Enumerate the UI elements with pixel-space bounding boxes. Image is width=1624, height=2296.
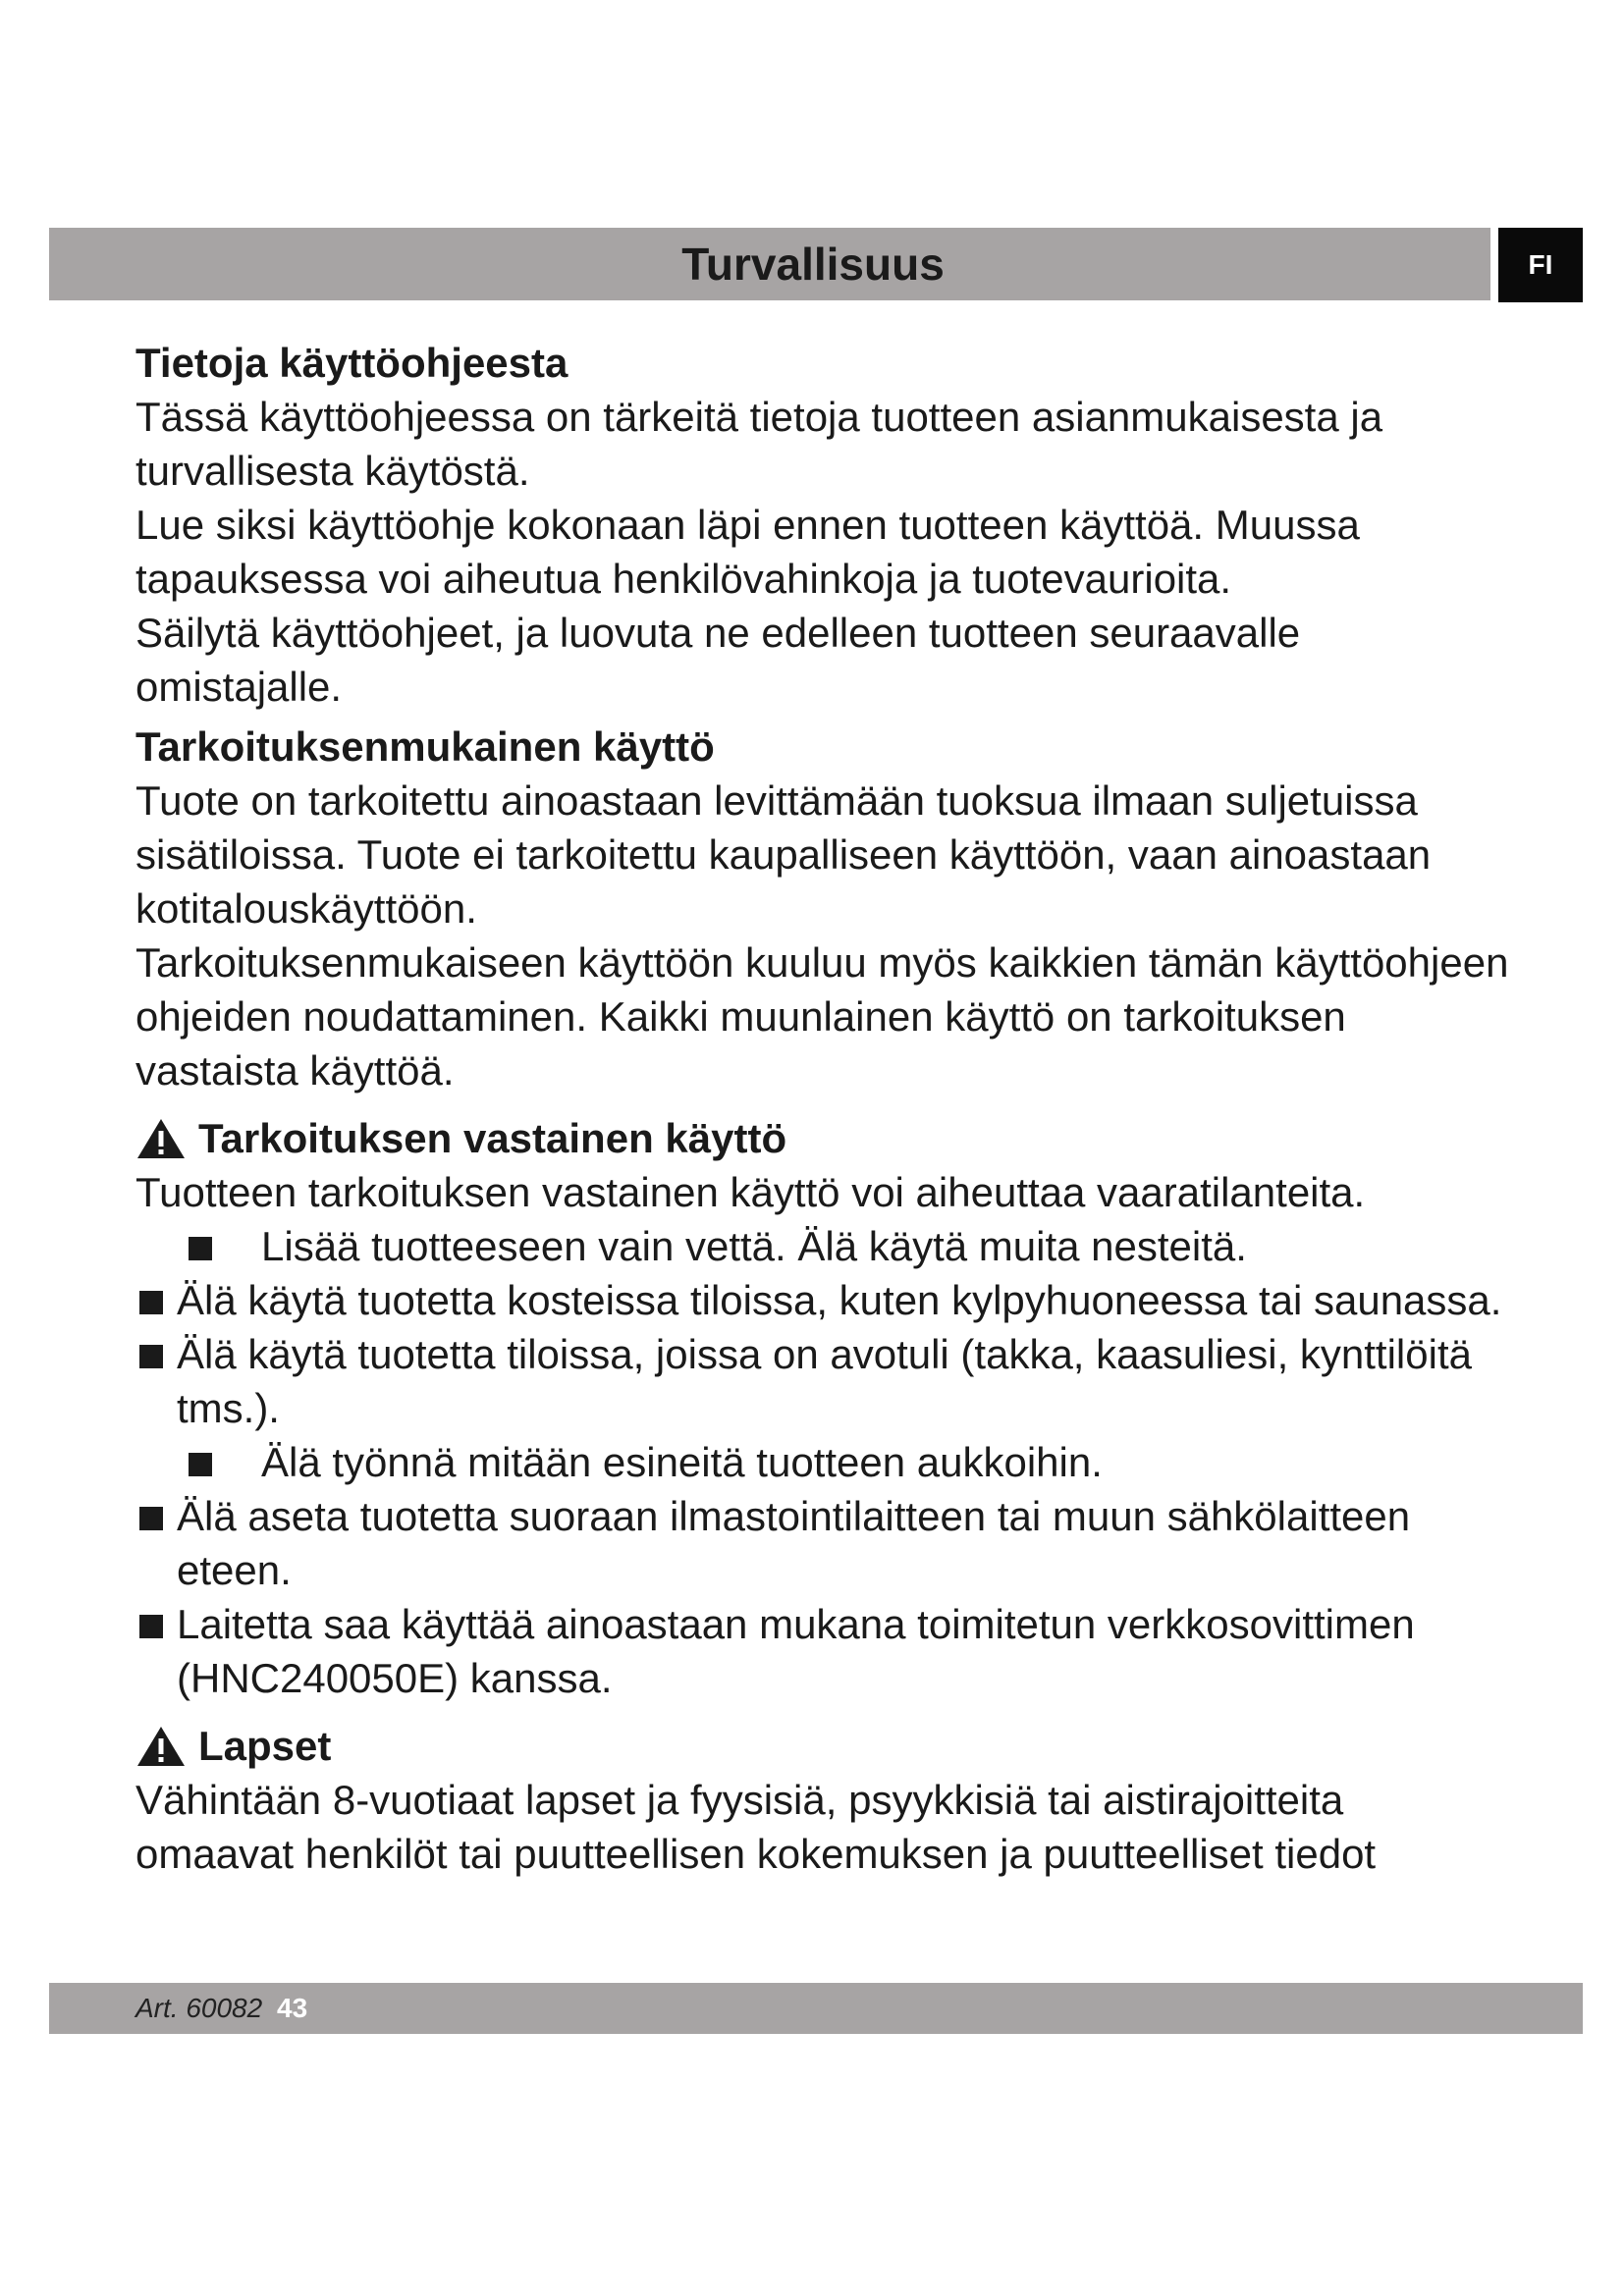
bullet-square-icon	[189, 1237, 212, 1260]
document-body	[135, 334, 1510, 1881]
warning-list	[135, 1219, 1510, 1705]
heading-text: Lapset	[198, 1723, 332, 1769]
list-item: Älä aseta tuotetta suoraan ilmastointilaitteen tai muun sähkölaitteen eteen.	[135, 1489, 1510, 1597]
section-heading-children	[135, 1719, 1510, 1773]
article-number: Art. 60082	[135, 1993, 263, 2023]
bullet-square-icon	[139, 1507, 163, 1530]
bullet-square-icon	[139, 1615, 163, 1638]
list-item: Älä työnnä mitään esineitä tuotteen aukkoihin.	[135, 1435, 1510, 1489]
heading-text: Tarkoituksen vastainen käyttö	[198, 1115, 787, 1161]
list-item: Lisää tuotteeseen vain vettä. Älä käytä muita nesteitä.	[135, 1219, 1510, 1273]
bullet-square-icon	[189, 1453, 212, 1476]
paragraph: Lue siksi käyttöohje kokonaan läpi ennen tuotteen käyttöä. Muussa tapauksessa voi aiheutua henkilövahinkoja ja tuotevaurioita.	[135, 502, 1360, 602]
paragraph: Tuotteen tarkoituksen vastainen käyttö voi aiheuttaa vaaratilanteita.	[135, 1169, 1366, 1215]
list-item: Laitetta saa käyttää ainoastaan mukana toimitetun verkkosovittimen (HNC240050E) kanssa.	[135, 1597, 1510, 1705]
language-tab: FI	[1498, 228, 1583, 302]
paragraph: Tuote on tarkoitettu ainoastaan levittämään tuoksua ilmaan suljetuissa sisätiloissa. Tuote ei tarkoitettu kaupalliseen käyttöön, vaan ainoastaan kotitalouskäyttöön.	[135, 777, 1432, 932]
paragraph: Tarkoituksenmukaiseen käyttöön kuuluu myös kaikkien tämän käyttöohjeen ohjeiden noudattaminen. Kaikki muunlainen käyttö on tarkoituksen vastaista käyttöä.	[135, 939, 1509, 1094]
paragraph: Tässä käyttöohjeessa on tärkeitä tietoja tuotteen asianmukaisesta ja turvallisesta käytöstä.	[135, 394, 1383, 494]
paragraph: Säilytä käyttöohjeet, ja luovuta ne edelleen tuotteen seuraavalle omistajalle.	[135, 610, 1301, 710]
bullet-square-icon	[139, 1345, 163, 1368]
warning-icon	[135, 1725, 187, 1768]
section-heading-intended-use: Tarkoituksenmukainen käyttö	[135, 723, 715, 770]
section-heading-about: Tietoja käyttöohjeesta	[135, 340, 568, 386]
section-heading-misuse	[135, 1111, 1510, 1165]
paragraph: Vähintään 8-vuotiaat lapset ja fyysisiä, psyykkisiä tai aistirajoitteita omaavat henkilöt tai puutteellisen kokemuksen ja puutteelliset tiedot	[135, 1777, 1377, 1877]
list-item: Älä käytä tuotetta tiloissa, joissa on avotuli (takka, kaasuliesi, kynttilöitä tms.).	[135, 1327, 1510, 1435]
bullet-square-icon	[139, 1291, 163, 1314]
page-title: Turvallisuus	[681, 239, 945, 290]
page-number: 43	[277, 1993, 308, 2023]
warning-icon	[135, 1117, 187, 1160]
list-item: Älä käytä tuotetta kosteissa tiloissa, kuten kylpyhuoneessa tai saunassa.	[135, 1273, 1510, 1327]
